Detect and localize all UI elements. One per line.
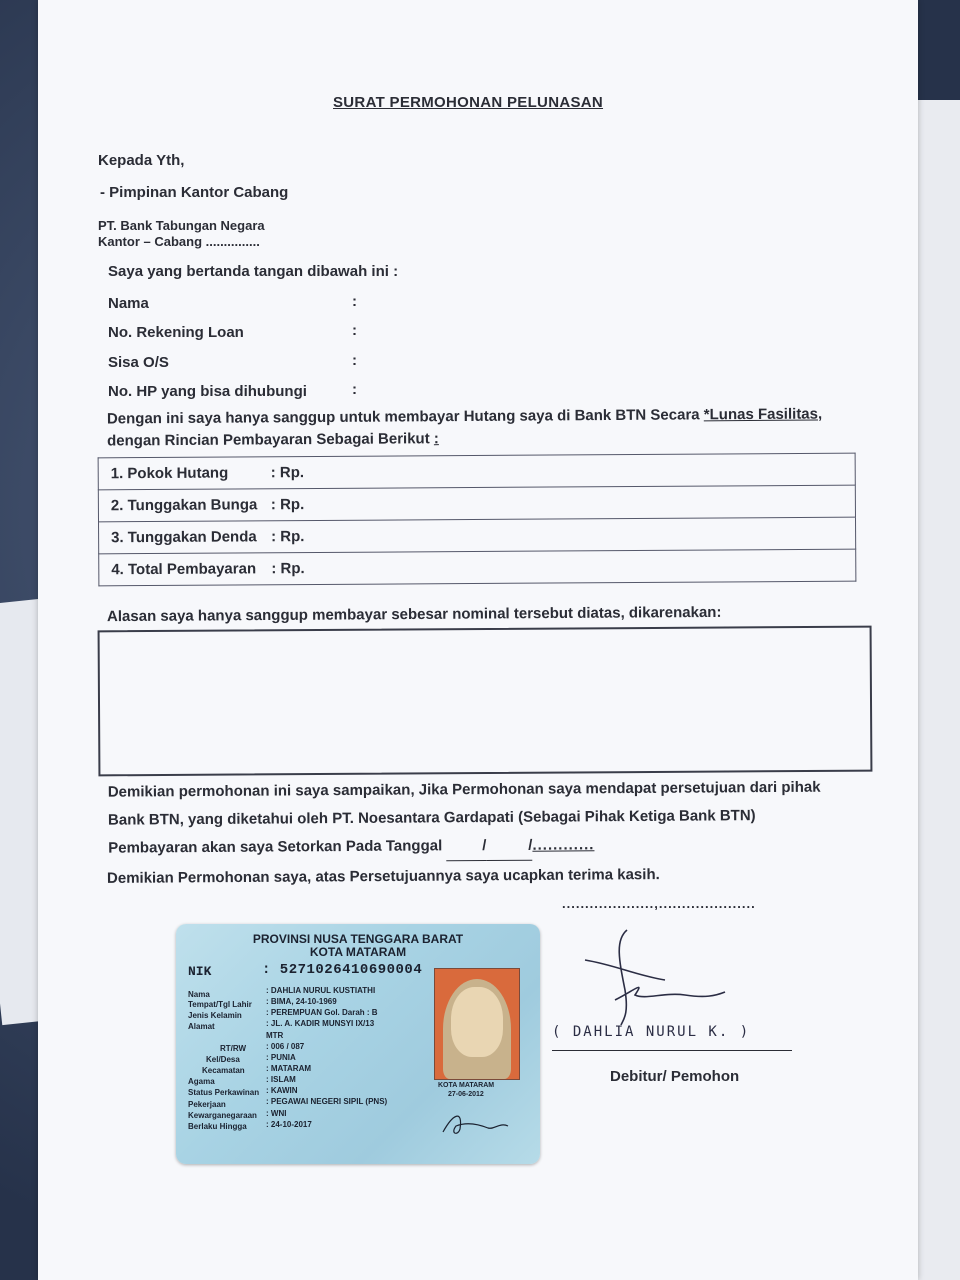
field-label-hp: No. HP yang bisa dihubungi bbox=[108, 383, 307, 400]
id-field-key: Status Perkawinan bbox=[188, 1088, 260, 1097]
id-field-value: : WNI bbox=[266, 1109, 287, 1118]
closing-line-1: Demikian permohonan ini saya sampaikan, Jika Permohonan saya mendapat persetujuan dari pihak bbox=[107, 778, 821, 801]
recipient: - Pimpinan Kantor Cabang bbox=[100, 184, 289, 201]
date-blank-day: / bbox=[446, 832, 486, 861]
id-card-issue-date: 27-06-2012 bbox=[448, 1091, 484, 1098]
id-field-key: Agama bbox=[188, 1077, 215, 1086]
row-value: : Rp. bbox=[271, 560, 305, 578]
row-value: : Rp. bbox=[271, 528, 305, 546]
id-field-value: : MATARAM bbox=[266, 1064, 312, 1073]
signer-role: Debitur/ Pemohon bbox=[610, 1068, 740, 1085]
id-card-nik-value: : 5271026410690004 bbox=[262, 962, 423, 978]
id-field-key: Kewarganegaraan bbox=[188, 1111, 257, 1120]
reason-box[interactable] bbox=[98, 626, 873, 777]
id-card-nik-label: NIK bbox=[188, 964, 212, 979]
signer-name-text: DAHLIA NURUL K. bbox=[572, 1024, 730, 1040]
id-field-key: Pekerjaan bbox=[188, 1100, 226, 1109]
table-row bbox=[98, 485, 855, 522]
place-date-line: ....................,..................... bbox=[562, 896, 756, 911]
closing-line-3 bbox=[108, 829, 868, 863]
row-label: 3. Tunggakan Denda bbox=[111, 528, 257, 547]
field-label-rekening: No. Rekening Loan bbox=[108, 324, 244, 341]
intro-text: Saya yang bertanda tangan dibawah ini : bbox=[108, 263, 399, 280]
id-field-value: : 24-10-2017 bbox=[266, 1120, 312, 1129]
field-sep-rekening: : bbox=[352, 322, 357, 339]
photo-face bbox=[451, 987, 503, 1057]
id-field-value: : DAHLIA NURUL KUSTIATHI bbox=[266, 986, 376, 995]
id-field-value: MTR bbox=[266, 1031, 284, 1040]
table-cell bbox=[99, 549, 856, 586]
payment-table bbox=[98, 453, 857, 587]
table-cell bbox=[98, 453, 855, 490]
page-title: SURAT PERMOHONAN PELUNASAN bbox=[333, 94, 604, 111]
id-field-value: : ISLAM bbox=[266, 1075, 296, 1084]
id-field-value: : JL. A. KADIR MUNSYI IX/13 bbox=[266, 1019, 375, 1028]
id-field-key: Kel/Desa bbox=[206, 1055, 240, 1064]
id-field-key: Kecamatan bbox=[202, 1066, 245, 1075]
table-row bbox=[99, 549, 856, 586]
row-value: : Rp. bbox=[270, 496, 305, 514]
row-label: 4. Total Pembayaran bbox=[111, 560, 257, 579]
statement-emphasis: *Lunas Fasilitas bbox=[703, 405, 819, 424]
id-field-value: : PEREMPUAN Gol. Darah : B bbox=[266, 1008, 378, 1017]
id-card-signature bbox=[438, 1104, 518, 1140]
id-field-key: RT/RW bbox=[220, 1044, 247, 1053]
statement-text-1: Dengan ini saya hanya sanggup untuk membayar Hutang saya di Bank BTN Secara bbox=[106, 406, 704, 428]
id-field-value: : BIMA, 24-10-1969 bbox=[266, 997, 337, 1006]
table-row bbox=[98, 453, 855, 490]
row-label: 1. Pokok Hutang bbox=[110, 464, 229, 483]
signer-name: ( DAHLIA NURUL K. ) bbox=[552, 1024, 751, 1040]
id-field-key: Tempat/Tgl Lahir bbox=[188, 1000, 252, 1009]
statement-text-2: dengan Rincian Pembayaran Sebagai Berikut bbox=[107, 430, 434, 450]
statement-paragraph bbox=[107, 404, 823, 453]
branch-name: Kantor – Cabang ............... bbox=[98, 234, 260, 249]
id-card-city: KOTA MATARAM bbox=[309, 945, 407, 959]
field-sep-nama: : bbox=[352, 293, 357, 310]
statement-comma: , bbox=[817, 405, 823, 423]
id-field-key: Berlaku Hingga bbox=[188, 1122, 247, 1131]
id-field-value: : 006 / 087 bbox=[266, 1042, 305, 1051]
row-label: 2. Tunggakan Bunga bbox=[110, 496, 258, 515]
field-sep-sisa: : bbox=[352, 352, 357, 369]
field-label-nama: Nama bbox=[108, 295, 149, 312]
id-field-key: Alamat bbox=[188, 1022, 215, 1031]
closing-line-2: Bank BTN, yang diketahui oleh PT. Noesantara Gardapati (Sebagai Pihak Ketiga Bank BTN) bbox=[107, 807, 756, 829]
id-field-value: : PEGAWAI NEGERI SIPIL (PNS) bbox=[266, 1097, 388, 1106]
table-cell bbox=[98, 485, 855, 522]
bank-name: PT. Bank Tabungan Negara bbox=[98, 218, 265, 233]
id-card bbox=[176, 924, 540, 1164]
statement-colon: : bbox=[433, 430, 439, 448]
date-blank-month: / bbox=[486, 832, 532, 861]
row-value: : Rp. bbox=[270, 464, 305, 482]
id-field-key: Nama bbox=[188, 990, 210, 999]
table-cell bbox=[99, 517, 856, 554]
field-sep-hp: : bbox=[352, 381, 357, 398]
closing-line-3-text: Pembayaran akan saya Setorkan Pada Tanggal bbox=[108, 837, 443, 857]
id-card-issue-city: KOTA MATARAM bbox=[438, 1082, 495, 1089]
table-row bbox=[99, 517, 856, 554]
id-field-key: Jenis Kelamin bbox=[188, 1011, 242, 1020]
reason-label: Alasan saya hanya sanggup membayar sebesar nominal tersebut diatas, dikarenakan: bbox=[106, 603, 722, 626]
field-label-sisa: Sisa O/S bbox=[108, 354, 169, 371]
salutation: Kepada Yth, bbox=[98, 152, 185, 169]
closing-paragraph bbox=[108, 773, 869, 863]
id-card-province: PROVINSI NUSA TENGGARA BARAT bbox=[252, 932, 464, 946]
signature-scribble bbox=[575, 920, 735, 1030]
date-blank-year: ............ bbox=[532, 836, 595, 854]
id-field-value: : PUNIA bbox=[266, 1053, 296, 1062]
id-field-value: : KAWIN bbox=[266, 1086, 298, 1095]
closing-thanks: Demikian Permohonan saya, atas Persetujuannya saya ucapkan terima kasih. bbox=[106, 866, 660, 887]
id-card-photo bbox=[434, 968, 520, 1080]
